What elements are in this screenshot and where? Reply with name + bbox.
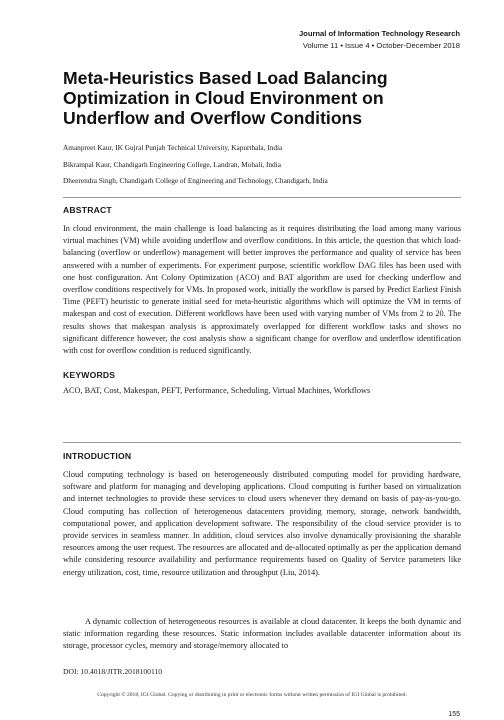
keywords-text: ACO, BAT, Cost, Makespan, PEFT, Performance, Scheduling, Virtual Machines, Workflows [63,386,371,395]
author-affiliation: Bikrampal Kaur, Chandigarh Engineering College, Landran, Mohali, India [63,159,281,169]
section-divider [63,442,461,443]
section-divider [63,197,461,198]
author-affiliation: Dheerendra Singh, Chandigarh College of Engineering and Technology, Chandigarh, India [63,176,328,185]
doi: DOI: 10.4018/JITR.2018100110 [63,667,163,676]
paper-title: Meta-Heuristics Based Load Balancing Optimization in Cloud Environment on Underflow and Overflow Conditions [63,68,388,128]
page-number: 155 [448,711,460,718]
author-affiliation: Amanpreet Kaur, IK Gujral Punjab Technical University, Kapurthala, India [63,143,283,152]
journal-header [299,28,460,52]
copyright-notice: Copyright © 2018, IGI Global. Copying or distributing in print or electronic forms without written permission of IGI Global is prohibited. [97,692,407,698]
abstract-heading: ABSTRACT [63,205,112,215]
introduction-paragraph: A dynamic collection of heterogeneous resources is available at cloud datacenter. It keeps the both dynamic and static information regarding these resources. Static information includes available datacenter information about its storage, processor cycles, memory and storage/memory allocated to [63,617,461,651]
abstract-text: In cloud environment, the main challenge is load balancing as it requires distributing the load among many various virtual machines (VM) while avoiding underflow and overflow conditions. In this article, the question that which load- balancing (overflow or underflow) management will better improves the performance and quality of service has been answered with a number of experiments. For experiment purpose, scientific workflow DAG files has been used with one host configuration. Ant Colony Optimization (ACO) and BAT algorithm are used for checking underflow and overflow conditions respectively for VMs. In proposed work, initially the workflow is parsed by Predict Earliest Finish Time (PEFT) heuristic to generate initial seed for meta-heuristic algorithms which will optimize the VM in terms of makespan and cost of execution. Different workflows have been used with varying number of VMs from 2 to 20. The results shows that makespan analysis is approximately overlapped for different workflow tasks and shows no significant difference however, the cost analysis show a significant change for overflow and underflow identification with cost for overflow condition is reduced significantly. [63,224,461,356]
author-list [63,140,453,190]
introduction-heading: INTRODUCTION [63,451,132,461]
journal-name: Journal of Information Technology Research [298,29,460,38]
introduction-paragraph: Cloud computing technology is based on heterogeneously distributed computing model for providing hardware, software and platform for managing and developing applications. Cloud computing is further based on virtualization and internet technologies to provide these services to cloud users whenever they demand on basis of pay-as-you-go. Cloud computing has collection of heterogeneous datacenters providing memory, storage, network bandwidth, computational power, and application development software. The responsibility of the cloud service provider is to provide services in seamless manner. In addition, cloud services also involve dynamically provisioning the sharable resources among the user request. The resources are allocated and de-allocated optimally as per the application demand while considering resource availability and performance requirements based on Quality of Service parameters like energy utilization, cost, time, resource utilization and throughput (Liu, 2014). [63,470,461,577]
keywords-heading: KEYWORDS [63,370,116,380]
journal-issue: Volume 11 • Issue 4 • October-December 2018 [302,41,460,50]
